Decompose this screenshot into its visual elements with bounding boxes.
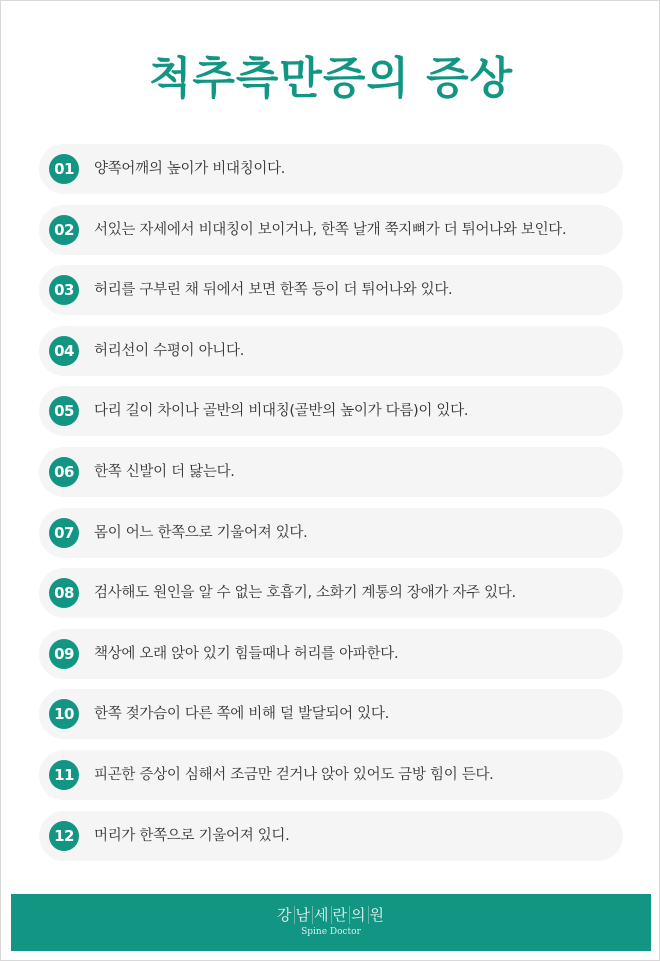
footer-bar <box>11 894 651 951</box>
clinic-logo-korean <box>276 906 386 924</box>
item-number-badge: 09 <box>49 639 79 669</box>
logo-char: 란 <box>332 906 348 924</box>
list-item <box>39 629 623 679</box>
item-number-badge: 04 <box>49 336 79 366</box>
item-text: 책상에 오래 앉아 있기 힘들때나 허리를 아파한다. <box>94 645 399 662</box>
item-text: 피곤한 증상이 심해서 조금만 걷거나 앉아 있어도 금방 힘이 든다. <box>94 766 494 783</box>
logo-char: 세 <box>314 906 330 924</box>
item-number-badge: 02 <box>49 215 79 245</box>
item-number-badge: 01 <box>49 154 79 184</box>
item-text: 머리가 한쪽으로 기울어져 있디. <box>94 827 290 844</box>
item-text: 다리 길이 차이나 골반의 비대칭(골반의 높이가 다름)이 있다. <box>94 403 469 420</box>
list-item <box>39 447 623 497</box>
item-text: 양쪽어깨의 높이가 비대칭이다. <box>94 161 286 177</box>
logo-char: 남 <box>295 906 311 924</box>
item-text: 한쪽 젖가슴이 다른 쪽에 비해 덜 발달되어 있다. <box>94 706 389 723</box>
clinic-logo-english: Spine Doctor <box>301 927 361 937</box>
item-text: 서있는 자세에서 비대칭이 보이거나, 한쪽 날개 쭉지뼈가 더 튀어나와 보인다. <box>94 221 567 238</box>
list-item <box>39 811 623 861</box>
item-text: 한쪽 신발이 더 닳는다. <box>94 463 235 480</box>
item-number-badge: 08 <box>49 578 79 608</box>
logo-char: 원 <box>369 906 385 924</box>
item-number-badge: 06 <box>49 457 79 487</box>
list-item <box>39 265 623 315</box>
page-title: 척추측만증의 증상 <box>148 53 514 104</box>
list-item <box>39 386 623 436</box>
item-number-badge: 03 <box>49 275 79 305</box>
logo-char: 의 <box>351 906 367 924</box>
list-item <box>39 205 623 255</box>
item-text: 검사해도 원인을 알 수 없는 호흡기, 소화기 계통의 장애가 자주 있다. <box>94 585 516 602</box>
item-text: 허리선이 수평이 아니다. <box>94 342 244 359</box>
item-number-badge: 05 <box>49 396 79 426</box>
item-number-badge: 12 <box>49 821 79 851</box>
symptom-list <box>39 144 623 871</box>
item-number-badge: 11 <box>49 760 79 790</box>
list-item <box>39 508 623 558</box>
item-number-badge: 10 <box>49 699 79 729</box>
list-item <box>39 568 623 618</box>
item-text: 허리를 구부린 채 뒤에서 보면 한쪽 등이 더 튀어나와 있다. <box>94 282 453 299</box>
list-item <box>39 144 623 194</box>
list-item <box>39 750 623 800</box>
list-item <box>39 326 623 376</box>
item-text: 몸이 어느 한쪽으로 기울어져 있다. <box>94 524 308 541</box>
item-number-badge: 07 <box>49 518 79 548</box>
list-item <box>39 689 623 739</box>
logo-char: 강 <box>277 906 293 924</box>
clinic-logo <box>11 894 651 951</box>
